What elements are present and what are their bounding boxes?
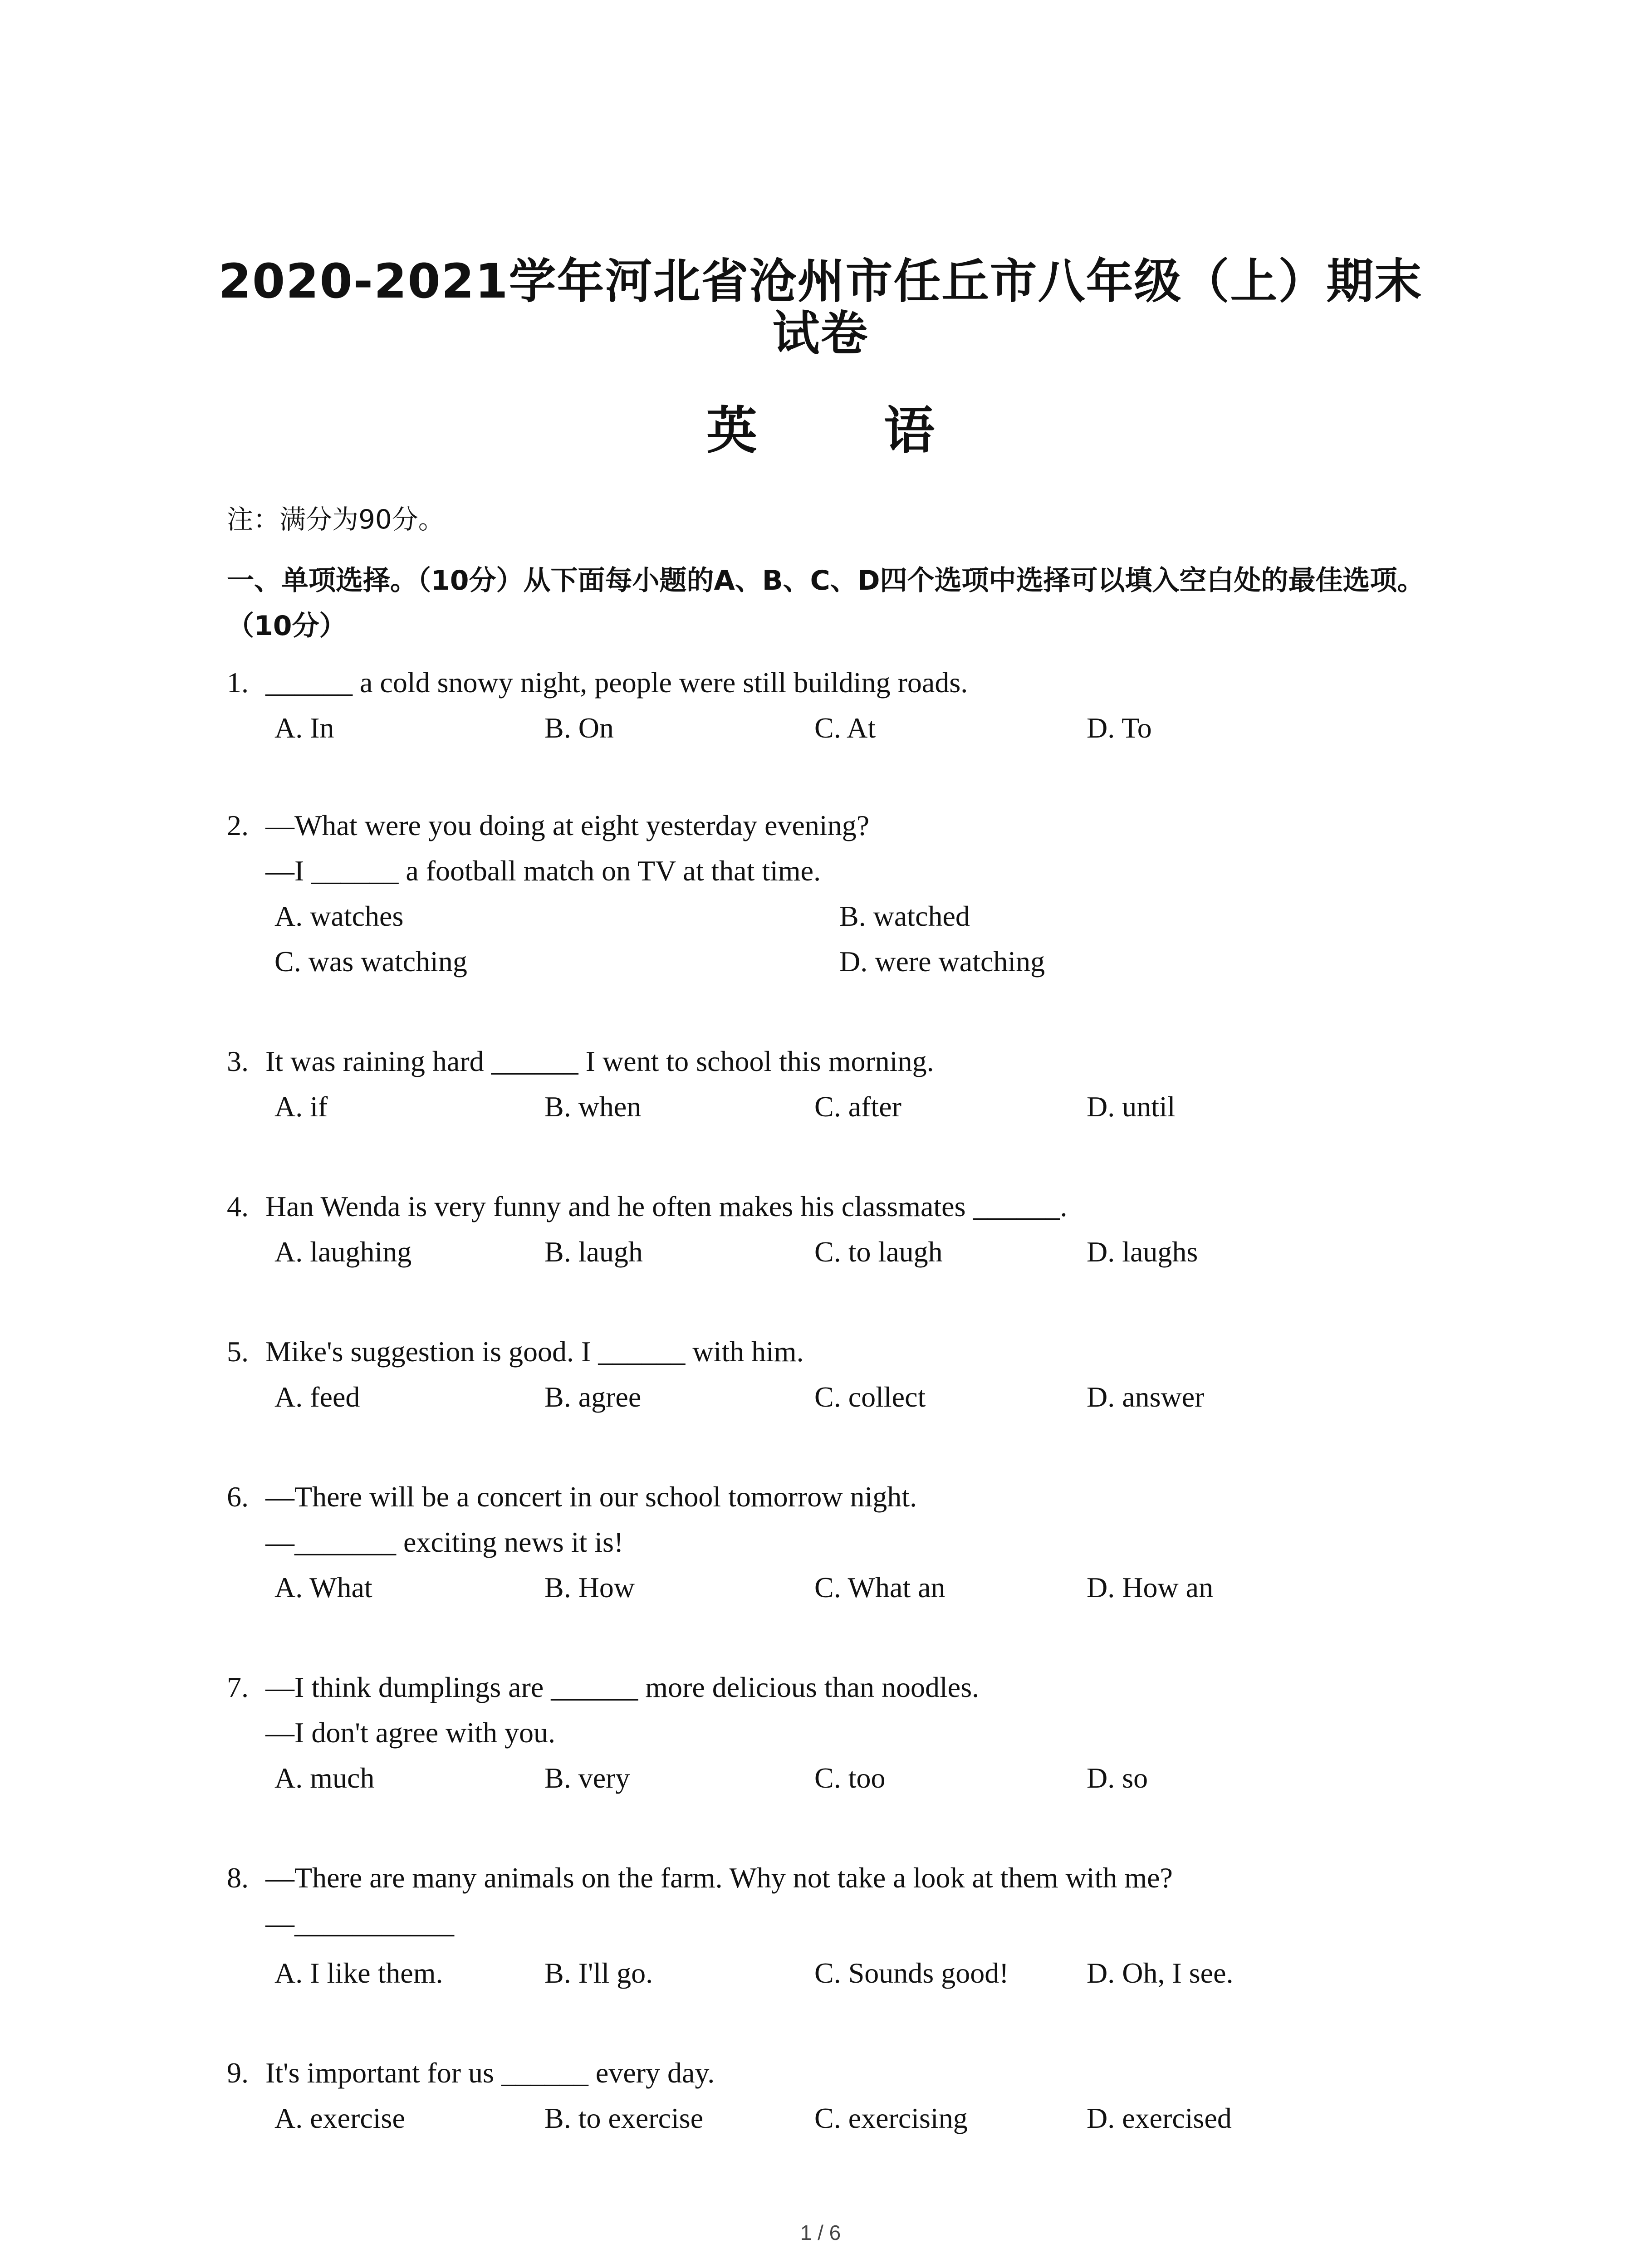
option-b: B. to exercise bbox=[544, 2102, 704, 2134]
exam-title-line-1: 2020-2021学年河北省沧州市任丘市八年级（上）期末 bbox=[218, 254, 1423, 309]
option-c: C. after bbox=[814, 1090, 901, 1123]
option-a: A. much bbox=[274, 1762, 375, 1794]
subject-heading: 英 语 bbox=[706, 401, 989, 460]
question-number: 2. bbox=[227, 809, 249, 841]
option-a: A. I like them. bbox=[274, 1957, 443, 1989]
question-number: 3. bbox=[227, 1045, 249, 1077]
option-b: B. I'll go. bbox=[544, 1957, 653, 1989]
option-c: C. collect bbox=[814, 1381, 926, 1413]
question-number: 9. bbox=[227, 2057, 249, 2089]
question-number: 4. bbox=[227, 1190, 249, 1222]
option-d: D. How an bbox=[1087, 1571, 1214, 1603]
option-d: D. Oh, I see. bbox=[1087, 1957, 1234, 1989]
question-stem: ______ a cold snowy night, people were still building roads. bbox=[265, 666, 968, 699]
question-stem-line-1: —There are many animals on the farm. Why not take a look at them with me? bbox=[265, 1862, 1173, 1894]
option-a: A. exercise bbox=[274, 2102, 405, 2134]
option-a: A. if bbox=[274, 1090, 328, 1123]
question-stem: Mike's suggestion is good. I ______ with him. bbox=[265, 1335, 804, 1368]
option-b: B. watched bbox=[839, 900, 970, 932]
question-stem-line-1: —I think dumplings are ______ more delicious than noodles. bbox=[265, 1671, 980, 1703]
question-stem: It was raining hard ______ I went to school this morning. bbox=[265, 1045, 934, 1077]
option-b: B. when bbox=[544, 1090, 642, 1123]
option-c: C. What an bbox=[814, 1571, 945, 1603]
question-stem-line-2: —I ______ a football match on TV at that time. bbox=[265, 855, 821, 887]
option-d: D. until bbox=[1087, 1090, 1176, 1123]
question-stem: It's important for us ______ every day. bbox=[265, 2057, 715, 2089]
question-stem-line-1: —There will be a concert in our school tomorrow night. bbox=[265, 1481, 917, 1513]
option-d: D. laughs bbox=[1087, 1236, 1198, 1268]
option-b: B. agree bbox=[544, 1381, 642, 1413]
exam-title-line-2: 试卷 bbox=[772, 306, 869, 361]
question-stem-line-2: —___________ bbox=[265, 1907, 454, 1939]
option-c: C. too bbox=[814, 1762, 886, 1794]
option-a: A. watches bbox=[274, 900, 404, 932]
option-d: D. exercised bbox=[1087, 2102, 1232, 2134]
option-d: D. To bbox=[1087, 712, 1152, 744]
option-d: D. so bbox=[1087, 1762, 1148, 1794]
option-a: A. In bbox=[274, 712, 334, 744]
option-c: C. exercising bbox=[814, 2102, 968, 2134]
option-d: D. answer bbox=[1087, 1381, 1205, 1413]
question-stem-line-1: —What were you doing at eight yesterday evening? bbox=[265, 809, 870, 841]
section-1-heading: 一、单项选择。（10分）从下面每小题的A、B、C、D四个选项中选择可以填入空白处的最佳选项。（10分） bbox=[227, 565, 1425, 642]
option-b: B. On bbox=[544, 712, 614, 744]
question-number: 6. bbox=[227, 1481, 249, 1513]
page-number: 1 / 6 bbox=[800, 2221, 841, 2244]
question-stem: Han Wenda is very funny and he often makes his classmates ______. bbox=[265, 1190, 1068, 1222]
question-number: 5. bbox=[227, 1335, 249, 1368]
option-b: B. How bbox=[544, 1571, 635, 1603]
option-c: C. was watching bbox=[274, 945, 467, 978]
question-stem-line-2: —I don't agree with you. bbox=[265, 1716, 555, 1749]
question-number: 8. bbox=[227, 1862, 249, 1894]
option-a: A. laughing bbox=[274, 1236, 412, 1268]
option-b: B. very bbox=[544, 1762, 630, 1794]
option-d: D. were watching bbox=[839, 945, 1045, 978]
option-a: A. feed bbox=[274, 1381, 360, 1413]
question-number: 1. bbox=[227, 666, 249, 699]
score-note: 注：满分为90分。 bbox=[227, 504, 445, 535]
option-c: C. to laugh bbox=[814, 1236, 943, 1268]
question-stem-line-2: —_______ exciting news it is! bbox=[265, 1526, 624, 1558]
option-a: A. What bbox=[274, 1571, 372, 1603]
question-number: 7. bbox=[227, 1671, 249, 1703]
option-b: B. laugh bbox=[544, 1236, 643, 1268]
option-c: C. Sounds good! bbox=[814, 1957, 1009, 1989]
option-c: C. At bbox=[814, 712, 876, 744]
